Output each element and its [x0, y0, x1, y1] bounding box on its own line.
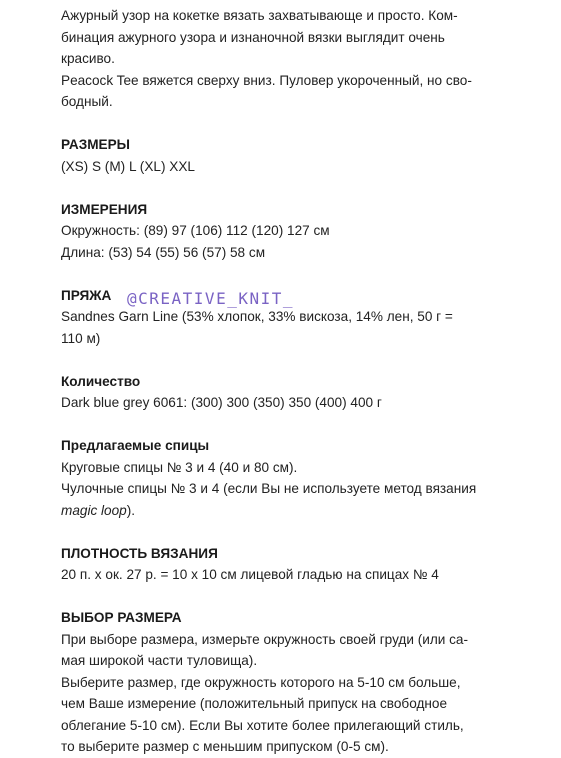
- gauge-heading: ПЛОТНОСТЬ ВЯЗАНИЯ: [61, 545, 218, 561]
- intro-line: Peacock Tee вяжется сверху вниз. Пуловер укороченный, но сво-: [61, 72, 472, 88]
- intro-line: Ажурный узор на кокетке вязать захватывающе и просто. Ком-: [61, 8, 458, 23]
- size-choice-text: мая широкой части туловища).: [61, 653, 258, 668]
- needles-heading: Предлагаемые спицы: [61, 438, 210, 453]
- measurements-text: Окружность: (89) 97 (106) 112 (120) 127 см: [61, 223, 330, 238]
- intro-line: бинация ажурного узора и изнаночной вязки выглядит очень: [61, 29, 445, 45]
- intro-line: красиво.: [61, 51, 115, 66]
- size-choice-text: чем Ваше измерение (положительный припуск на свободное: [61, 696, 448, 711]
- sizes-text: (XS) S (M) L (XL) XXL: [61, 158, 195, 174]
- needles-text: Чулочные спицы № 3 и 4 (если Вы не используете метод вязания: [61, 481, 477, 496]
- sizes-heading: РАЗМЕРЫ: [61, 137, 130, 152]
- quantity-heading: Количество: [61, 373, 141, 389]
- yarn-text: 110 м): [61, 330, 101, 346]
- gauge-text: 20 п. х ок. 27 р. = 10 х 10 см лицевой гладью на спицах № 4: [61, 567, 439, 582]
- watermark-text: @CREATIVE_KNIT_: [127, 289, 294, 308]
- needles-text: [61, 500, 501, 522]
- needles-text: Круговые спицы № 3 и 4 (40 и 80 см).: [61, 459, 298, 475]
- magic-loop-term: magic loop: [61, 502, 127, 518]
- yarn-heading: ПРЯЖА: [61, 287, 112, 303]
- intro-line: бодный.: [61, 94, 113, 109]
- size-choice-text: облегание 5-10 см). Если Вы хотите более прилегающий стиль,: [61, 717, 464, 733]
- measurements-text: Длина: (53) 54 (55) 56 (57) 58 см: [61, 244, 266, 260]
- size-choice-text: При выборе размера, измерьте окружность своей груди (или са-: [61, 631, 469, 647]
- yarn-text: Sandnes Garn Line (53% хлопок, 33% вискоза, 14% лен, 50 г =: [61, 309, 453, 324]
- size-choice-heading: ВЫБОР РАЗМЕРА: [61, 610, 182, 625]
- size-choice-text: то выберите размер с меньшим припуском (0-5 см).: [61, 739, 389, 754]
- document-page: [61, 5, 501, 758]
- measurements-heading: ИЗМЕРЕНИЯ: [61, 201, 148, 217]
- quantity-text: Dark blue grey 6061: (300) 300 (350) 350 (400) 400 г: [61, 395, 382, 410]
- needles-text-end: ).: [126, 502, 136, 518]
- size-choice-text: Выберите размер, где окружность которого на 5-10 см больше,: [61, 674, 461, 690]
